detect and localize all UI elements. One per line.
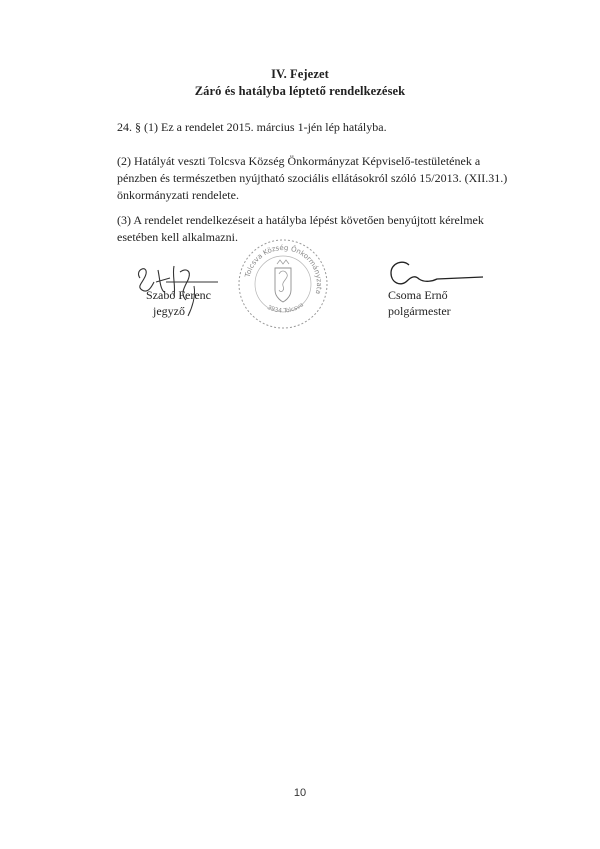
chapter-title: IV. Fejezet [271,67,329,81]
left-signatory [146,287,236,319]
official-seal-stamp [237,238,329,330]
paragraph-3: (3) A rendelet rendelkezéseit a hatályba lépést követően benyújtott kérelmek esetében kell alkalmazni. [117,213,484,244]
left-signatory-name: Szabó Ferenc [146,288,211,302]
paragraph-1: 24. § (1) Ez a rendelet 2015. március 1-jén lép hatályba. [117,120,387,134]
coat-of-arms-icon [275,260,291,302]
left-signatory-role: jegyző [153,304,185,318]
paragraph-2: (2) Hatályát veszti Tolcsva Község Önkormányzat Képviselő-testületének a pénzben és természetben nyújtható szociális ellátásokról szóló 15/2013. (XII.31.) önkormányzati rendelete. [117,154,508,202]
chapter-subtitle: Záró és hatályba léptető rendelkezések [194,84,406,98]
seal-ring-text: Tolcsva Község Önkormányzata [243,243,324,295]
right-signatory-role: polgármester [388,304,451,318]
page-number: 10 [293,787,307,799]
svg-text:3934 Tolcsva [266,301,305,314]
right-signatory [388,287,488,319]
right-signature-scribble [385,257,485,289]
right-signatory-name: Csoma Ernő [388,288,448,302]
seal-bottom-text: 3934 Tolcsva [266,301,305,315]
